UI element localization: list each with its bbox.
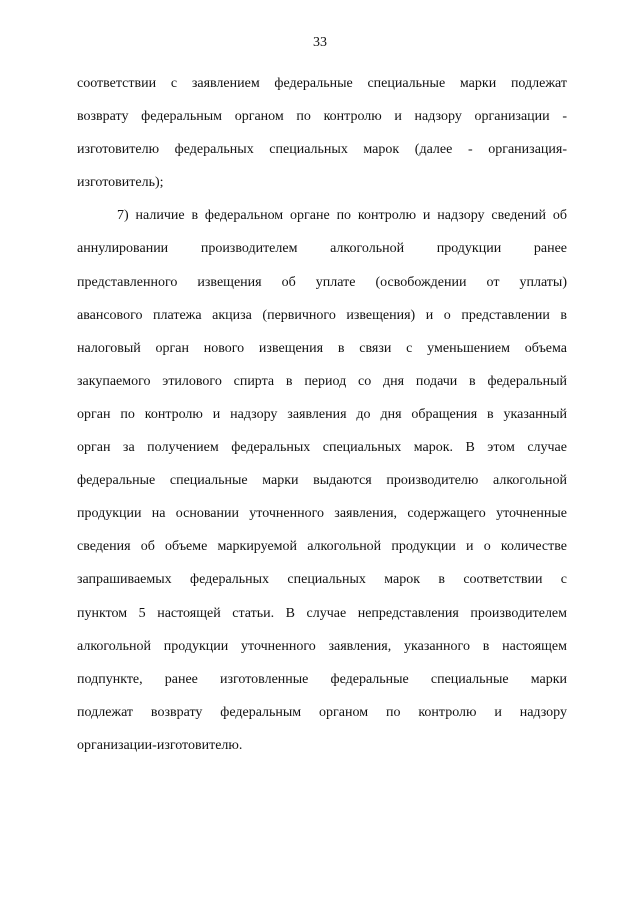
text-line: аннулировании производителем алкогольной продукции ранее — [77, 241, 567, 257]
text-line: пунктом 5 настоящей статьи. В случае непредставления производителем — [77, 605, 567, 621]
text-line: налоговый орган нового извещения в связи с уменьшением объема — [77, 340, 567, 356]
text-line: представленного извещения об уплате (освобождении от уплаты) — [77, 274, 567, 290]
text-line: подлежат возврату федеральным органом по контролю и надзору — [77, 704, 567, 720]
text-line: запрашиваемых федеральных специальных марок в соответствии с — [77, 572, 567, 588]
text-line: соответствии с заявлением федеральные специальные марки подлежат — [77, 76, 567, 91]
body-text — [77, 73, 567, 768]
text-line: подпункте, ранее изготовленные федеральные специальные марки — [77, 671, 567, 687]
text-line: авансового платежа акциза (первичного извещения) и о представлении в — [77, 307, 567, 323]
text-line: продукции на основании уточненного заявления, содержащего уточненные — [77, 506, 567, 522]
page-number: 33 — [313, 35, 327, 50]
text-line: орган по контролю и надзору заявления до дня обращения в указанный — [77, 406, 567, 422]
text-line: орган за получением федеральных специальных марок. В этом случае — [77, 440, 567, 456]
text-line: организации-изготовителю. — [77, 737, 243, 753]
text-line: алкогольной продукции уточненного заявления, указанного в настоящем — [77, 638, 567, 654]
text-line: изготовителю федеральных специальных марок (далее - организация- — [77, 142, 567, 158]
text-line: изготовитель); — [77, 175, 164, 191]
text-line: сведения об объеме маркируемой алкогольной продукции и о количестве — [77, 539, 567, 555]
text-line: федеральные специальные марки выдаются производителю алкогольной — [77, 473, 567, 489]
text-line: закупаемого этилового спирта в период со дня подачи в федеральный — [77, 373, 567, 389]
text-line: 7) наличие в федеральном органе по контролю и надзору сведений об — [117, 208, 567, 224]
text-line: возврату федеральным органом по контролю и надзору организации - — [77, 109, 567, 125]
